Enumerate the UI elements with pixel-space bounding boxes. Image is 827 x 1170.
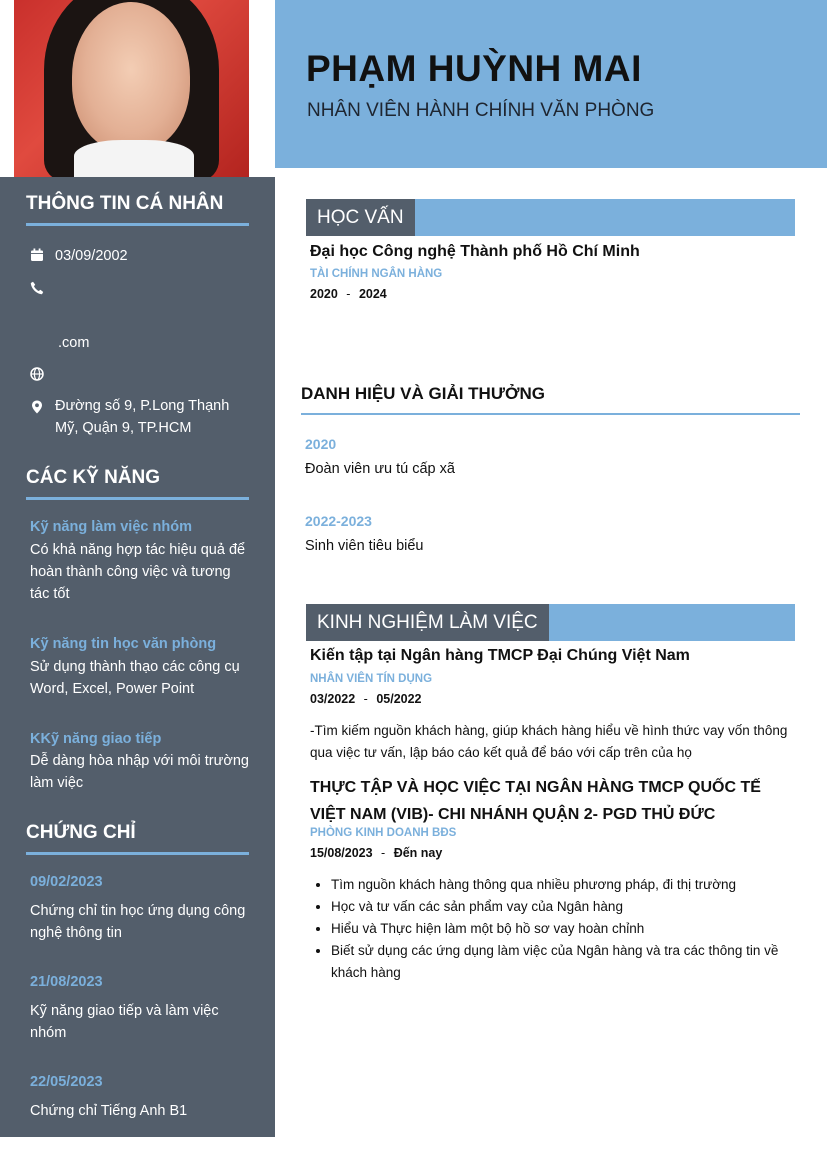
list-item: • Học và tư vấn các sản phẩm vay của Ngân hàng <box>331 896 781 918</box>
job-dates <box>310 846 442 860</box>
phone-icon <box>30 281 44 295</box>
award-year: 2022-2023 <box>305 513 372 529</box>
globe-icon <box>30 367 44 381</box>
certificates-heading: CHỨNG CHỈ <box>26 822 136 843</box>
certificates-divider <box>26 852 249 855</box>
skill-name: KKỹ năng giao tiếp <box>30 731 162 747</box>
photo-face <box>72 2 190 152</box>
experience-heading: KINH NGHIỆM LÀM VIỆC <box>306 604 549 641</box>
certificate-name: Chứng chỉ Tiếng Anh B1 <box>30 1103 188 1119</box>
job-bullet-list <box>312 874 781 984</box>
skills-heading: CÁC KỸ NĂNG <box>26 467 161 488</box>
email: .com <box>58 335 90 351</box>
list-item: • Tìm nguồn khách hàng thông qua nhiều phương pháp, đi thị trường <box>331 874 781 896</box>
job-end: Đến nay <box>393 846 443 860</box>
job-company: THỰC TẬP VÀ HỌC VIỆC TẠI NGÂN HÀNG TMCP QUỐC TẾ VIỆT NAM (VIB)- CHI NHÁNH QUẬN 2- PGD THỦ ĐỨC <box>310 779 761 823</box>
job-dates <box>310 692 422 706</box>
school-name: Đại học Công nghệ Thành phố Hồ Chí Minh <box>310 243 640 260</box>
skill-desc: Có khả năng hợp tác hiệu quả để hoàn thành công việc và tương tác tốt <box>30 542 246 602</box>
address: Đường số 9, P.Long Thạnh Mỹ, Quận 9, TP.HCM <box>55 398 230 436</box>
skill-name: Kỹ năng tin học văn phòng <box>30 636 217 652</box>
education-section-bar <box>306 199 795 236</box>
award-title: Đoàn viên ưu tú cấp xã <box>305 461 455 477</box>
education-start: 2020 <box>310 287 338 301</box>
skill-desc: Sử dụng thành thạo các công cụ Word, Excel, Power Point <box>30 659 240 697</box>
job-description: -Tìm kiếm nguồn khách hàng, giúp khách hàng hiểu về hình thức vay vốn thông qua việc tư vấn, lập báo cáo kết quả để báo với cấp trên của họ <box>310 723 788 760</box>
certificate-date: 21/08/2023 <box>30 974 103 990</box>
date-separator: - <box>363 692 368 706</box>
profile-photo <box>14 0 249 177</box>
location-pin-icon <box>30 400 44 414</box>
certificate-name: Kỹ năng giao tiếp và làm việc nhóm <box>30 1003 219 1041</box>
experience-section-bar <box>306 604 795 641</box>
skill-desc: Dễ dàng hòa nhập với môi trường làm việc <box>30 753 249 791</box>
job-title: NHÂN VIÊN HÀNH CHÍNH VĂN PHÒNG <box>307 100 655 121</box>
date-separator: - <box>346 287 351 301</box>
award-year: 2020 <box>305 436 337 452</box>
job-start: 15/08/2023 <box>310 846 373 860</box>
skill-name: Kỹ năng làm việc nhóm <box>30 519 192 535</box>
list-item: • Hiểu và Thực hiện làm một bộ hồ sơ vay hoàn chỉnh <box>331 918 781 940</box>
photo-collar <box>74 140 194 177</box>
education-heading: HỌC VẤN <box>306 199 415 236</box>
job-position: PHÒNG KINH DOANH BĐS <box>310 827 457 839</box>
education-dates <box>310 287 387 301</box>
awards-divider <box>301 413 800 415</box>
job-start: 03/2022 <box>310 692 356 706</box>
birthday: 03/09/2002 <box>55 248 128 264</box>
education-end: 2024 <box>358 287 387 301</box>
certificate-name: Chứng chỉ tin học ứng dụng công nghệ thông tin <box>30 903 246 941</box>
certificate-date: 22/05/2023 <box>30 1074 103 1090</box>
awards-heading: DANH HIỆU VÀ GIẢI THƯỞNG <box>301 384 545 403</box>
job-position: NHÂN VIÊN TÍN DỤNG <box>310 673 433 685</box>
personal-info-divider <box>26 223 249 226</box>
date-separator: - <box>381 846 386 860</box>
job-end: 05/2022 <box>376 692 422 706</box>
award-title: Sinh viên tiêu biểu <box>305 538 424 554</box>
personal-info-heading: THÔNG TIN CÁ NHÂN <box>26 193 224 214</box>
list-item: • Biết sử dụng các ứng dụng làm việc của Ngân hàng và tra các thông tin về khách hàng <box>331 940 781 984</box>
full-name: PHẠM HUỲNH MAI <box>306 48 642 89</box>
job-company: Kiến tập tại Ngân hàng TMCP Đại Chúng Việt Nam <box>310 647 690 664</box>
skills-divider <box>26 497 249 500</box>
calendar-icon <box>30 248 44 262</box>
certificate-date: 09/02/2023 <box>30 874 103 890</box>
major: TÀI CHÍNH NGÂN HÀNG <box>310 268 443 280</box>
